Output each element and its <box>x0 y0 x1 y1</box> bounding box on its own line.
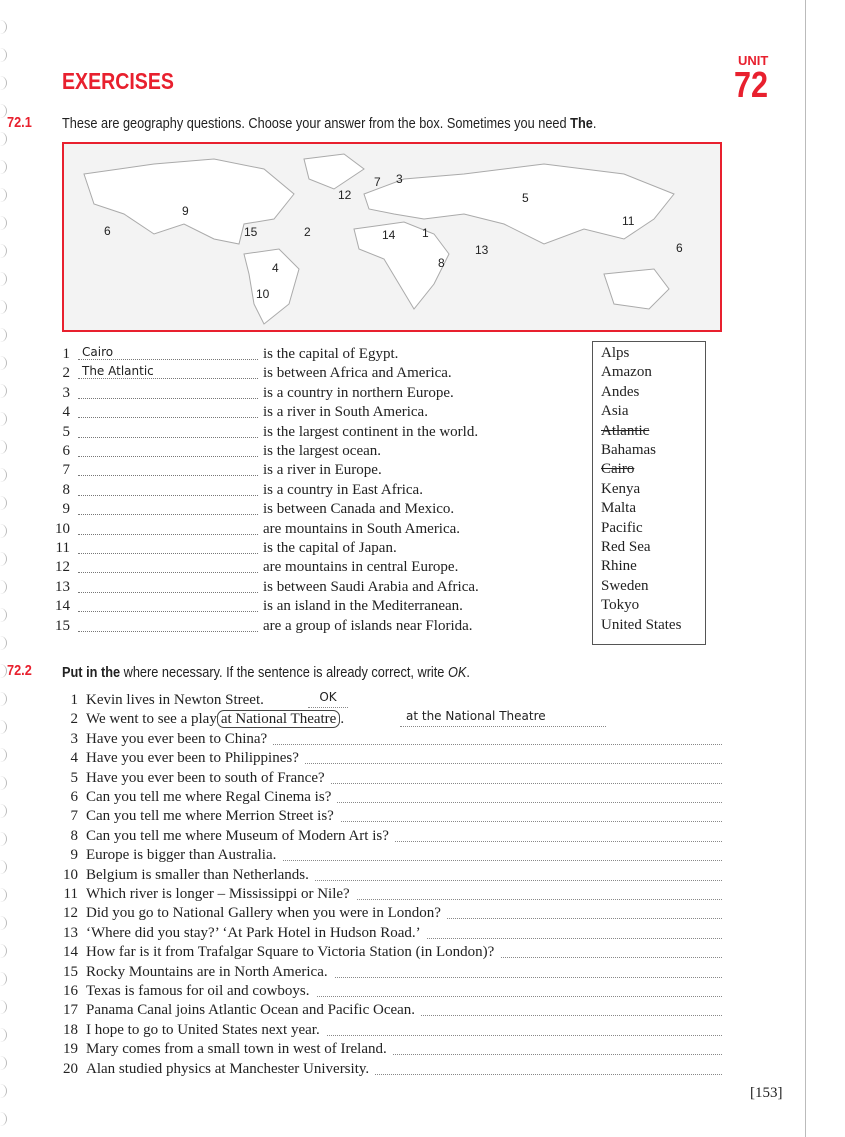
map-label: 13 <box>475 243 489 257</box>
answer-option: Andes <box>601 383 640 400</box>
answer-option: Asia <box>601 403 629 420</box>
sentence-number: 8 <box>70 827 78 844</box>
sentence-text <box>86 788 337 807</box>
sentence-row <box>60 1021 722 1040</box>
sentence-text <box>86 749 305 768</box>
answer-option: Red Sea <box>601 539 651 555</box>
spiral-ring <box>0 1112 7 1126</box>
sentence-text <box>86 1021 326 1040</box>
answer-field[interactable]: The Atlantic <box>78 364 258 379</box>
spiral-ring <box>0 300 7 314</box>
sentence-body: We went to see a play <box>86 711 217 728</box>
answer-option: Tokyo <box>601 597 640 614</box>
answer-field[interactable] <box>78 578 258 593</box>
sentence-number: 14 <box>63 944 78 961</box>
sentence-row <box>60 943 722 962</box>
sentence-row <box>60 749 722 768</box>
answer-option: Sweden <box>601 577 649 594</box>
sentence-number: 20 <box>63 1060 78 1077</box>
question-number: 1 <box>62 346 70 362</box>
answer-field[interactable] <box>78 384 258 399</box>
question-number: 13 <box>55 578 70 595</box>
sentence-number: 13 <box>63 924 78 941</box>
spiral-ring <box>0 244 7 258</box>
question-text: is the largest ocean. <box>263 443 382 459</box>
question-text: is a river in Europe. <box>263 462 382 479</box>
sentence-row <box>60 885 722 904</box>
sentence-row <box>60 710 722 729</box>
sentence-body: Kevin lives in Newton Street. <box>86 692 264 708</box>
answer-option: Cairo <box>601 461 635 478</box>
answer-option: Amazon <box>601 364 652 381</box>
answer-field[interactable] <box>78 539 258 554</box>
spiral-ring <box>0 748 7 762</box>
answer-field[interactable] <box>78 617 258 632</box>
answer-option: Kenya <box>601 480 641 497</box>
map-label: 6 <box>676 241 683 255</box>
spiral-ring <box>0 524 7 538</box>
sentence-text <box>86 827 395 846</box>
answer-field[interactable] <box>78 423 258 438</box>
map-label: 7 <box>374 175 381 189</box>
sentence-number: 18 <box>63 1021 78 1038</box>
exercise-number: 72.2 <box>7 662 32 679</box>
map-label: 2 <box>304 225 311 239</box>
sentence-text <box>86 982 316 1001</box>
spiral-ring <box>0 832 7 846</box>
spiral-ring <box>0 944 7 958</box>
instruction-text: . <box>592 115 597 132</box>
sentence-number: 11 <box>63 886 78 902</box>
sentence-row <box>60 866 722 885</box>
sentence-body: Mary comes from a small town in west of Ireland. <box>86 1041 387 1058</box>
question-number: 15 <box>55 617 70 634</box>
question-text: is a river in South America. <box>263 404 428 421</box>
answer-field[interactable] <box>78 597 258 612</box>
sentence-body: Belgium is smaller than Netherlands. <box>86 866 309 883</box>
sentence-body: Rocky Mountains are in North America. <box>86 963 328 980</box>
sentence-text <box>86 710 350 729</box>
question-text: is between Saudi Arabia and Africa. <box>263 578 479 595</box>
spiral-ring <box>0 860 7 874</box>
question-number: 11 <box>55 540 70 556</box>
sentence-row <box>60 827 722 846</box>
map-label: 3 <box>396 172 403 186</box>
sentence-row <box>60 846 722 865</box>
sentence-body: Texas is famous for oil and cowboys. <box>86 983 310 999</box>
question-text: is the capital of Japan. <box>263 540 397 556</box>
spiral-ring <box>0 76 7 90</box>
map-label: 11 <box>622 214 635 228</box>
sentence-row <box>60 691 722 710</box>
answer-field[interactable] <box>78 500 258 515</box>
sentence-number: 3 <box>70 730 78 747</box>
spiral-ring <box>0 48 7 62</box>
spiral-ring <box>0 468 7 482</box>
spiral-ring <box>0 272 7 286</box>
spiral-ring <box>0 972 7 986</box>
spiral-ring <box>0 552 7 566</box>
question-number: 2 <box>62 365 70 382</box>
sentence-number: 6 <box>70 789 78 805</box>
spiral-ring <box>0 888 7 902</box>
question-number: 4 <box>62 404 70 421</box>
sentence-row <box>60 982 722 1001</box>
sentence-body: Europe is bigger than Australia. <box>86 847 277 864</box>
sentence-text <box>86 943 500 962</box>
spiral-ring <box>0 384 7 398</box>
map-label: 4 <box>272 261 279 275</box>
answer-field[interactable] <box>78 520 258 535</box>
sentence-text <box>86 866 315 885</box>
spiral-ring <box>0 1028 7 1042</box>
spiral-ring <box>0 496 7 510</box>
sentence-number: 5 <box>70 769 78 786</box>
sentence-number: 19 <box>63 1041 78 1058</box>
sentence-row <box>60 1040 722 1059</box>
sentence-number: 1 <box>70 692 78 708</box>
answer-option: Atlantic <box>601 422 650 439</box>
answer-field[interactable]: at the National Theatre <box>400 707 606 727</box>
question-text: are a group of islands near Florida. <box>263 617 473 634</box>
question-text: is a country in northern Europe. <box>263 384 454 401</box>
sentence-text <box>86 885 356 904</box>
sentence-body: Which river is longer – Mississippi or Nile? <box>86 886 350 902</box>
sentence-number: 4 <box>70 750 78 767</box>
sentence-text <box>86 769 331 788</box>
map-label: 5 <box>522 191 529 205</box>
question-number: 5 <box>62 423 70 440</box>
sentence-text <box>86 1060 375 1079</box>
sentence-number: 17 <box>63 1002 78 1019</box>
answer-option: United States <box>601 616 682 633</box>
spiral-ring <box>0 636 7 650</box>
spiral-ring <box>0 580 7 594</box>
circled-error: at National Theatre <box>217 710 341 728</box>
answer-option: Rhine <box>601 558 637 575</box>
exercise-instruction <box>62 115 596 132</box>
sentence-row <box>60 807 722 826</box>
spiral-ring <box>0 776 7 790</box>
question-text: is a country in East Africa. <box>263 481 423 498</box>
answer-option: Malta <box>601 500 636 517</box>
question-number: 12 <box>55 559 70 576</box>
spiral-ring <box>0 1000 7 1014</box>
sentence-row <box>60 963 722 982</box>
spiral-ring <box>0 104 7 118</box>
answer-box <box>592 341 706 645</box>
spiral-ring <box>0 20 7 34</box>
answer-field[interactable] <box>78 442 258 457</box>
spiral-ring <box>0 720 7 734</box>
sentence-body: Can you tell me where Regal Cinema is? <box>86 789 332 805</box>
sentence-number: 10 <box>63 866 78 883</box>
answer-field[interactable] <box>78 403 258 418</box>
sentence-body: Have you ever been to Philippines? <box>86 750 299 767</box>
sentence-text <box>86 963 334 982</box>
sentence-body: Panama Canal joins Atlantic Ocean and Pacific Ocean. <box>86 1002 416 1019</box>
map-label: 12 <box>338 188 352 202</box>
sentence-end: . <box>340 711 345 728</box>
question-text: is the capital of Egypt. <box>263 346 399 362</box>
spiral-ring <box>0 328 7 342</box>
unit-number: 72 <box>734 64 769 105</box>
question-text: are mountains in central Europe. <box>263 559 459 576</box>
sentence-row <box>60 924 722 943</box>
sentence-number: 15 <box>63 963 78 980</box>
sentence-number: 16 <box>63 983 78 999</box>
sentence-row <box>60 1001 722 1020</box>
spiral-ring <box>0 692 7 706</box>
exercise-number: 72.1 <box>7 114 32 131</box>
sentence-text <box>86 1040 393 1059</box>
question-number: 7 <box>62 462 70 479</box>
spiral-ring <box>0 412 7 426</box>
answer-field[interactable]: OK <box>308 688 348 708</box>
spiral-ring <box>0 160 7 174</box>
sentence-text <box>86 924 427 943</box>
sentence-text <box>86 807 340 826</box>
sentence-text <box>86 904 447 923</box>
question-number: 8 <box>62 481 70 498</box>
sentence-text <box>86 846 282 865</box>
question-number: 9 <box>62 501 70 518</box>
sentence-body: Alan studied physics at Manchester University. <box>86 1060 370 1077</box>
sentence-body: Did you go to National Gallery when you were in London? <box>86 905 441 922</box>
spiral-ring <box>0 664 7 678</box>
spiral-ring <box>0 804 7 818</box>
answer-option: Alps <box>601 345 630 361</box>
spiral-ring <box>0 356 7 370</box>
sentence-row <box>60 769 722 788</box>
map-label: 15 <box>244 225 258 239</box>
sentence-number: 9 <box>70 847 78 864</box>
instruction-text: These are geography questions. Choose your answer from the box. Sometimes you need <box>62 115 571 132</box>
instruction-text: . <box>466 664 470 681</box>
answer-field[interactable] <box>78 461 258 476</box>
map-label: 1 <box>422 226 429 240</box>
question-text: is between Canada and Mexico. <box>263 501 455 518</box>
sentence-text <box>86 1001 421 1020</box>
map-label: 14 <box>382 228 396 242</box>
instruction-bold: The <box>570 115 593 132</box>
question-number: 6 <box>62 443 70 459</box>
sentence-body: Can you tell me where Merrion Street is? <box>86 808 334 825</box>
question-text: is the largest continent in the world. <box>263 423 479 440</box>
question-text: is between Africa and America. <box>263 365 452 382</box>
answer-option: Bahamas <box>601 442 656 458</box>
sentence-body: ‘Where did you stay?’ ‘At Park Hotel in Hudson Road.’ <box>86 924 421 941</box>
page-number: [153] <box>750 1085 783 1101</box>
sentence-row <box>60 904 722 923</box>
sentence-body: Can you tell me where Museum of Modern Art is? <box>86 827 389 844</box>
spiral-ring <box>0 608 7 622</box>
sentence-body: Have you ever been to China? <box>86 730 268 747</box>
page-edge <box>805 0 806 1137</box>
spiral-ring <box>0 188 7 202</box>
unit-label: UNIT <box>738 53 769 68</box>
spiral-ring <box>0 440 7 454</box>
spiral-ring <box>0 1084 7 1098</box>
spiral-ring <box>0 132 7 146</box>
spiral-ring <box>0 1056 7 1070</box>
map-label: 6 <box>104 224 111 238</box>
map-label: 9 <box>182 204 189 218</box>
world-map <box>62 142 722 332</box>
sentence-body: How far is it from Trafalgar Square to Victoria Station (in London)? <box>86 944 495 961</box>
sentence-number: 7 <box>70 808 78 825</box>
instruction-bold: Put in the <box>62 664 121 681</box>
answer-field[interactable] <box>78 481 258 496</box>
answer-option: Pacific <box>601 519 643 536</box>
page-title: EXERCISES <box>62 68 174 94</box>
sentence-number: 12 <box>63 905 78 922</box>
spiral-ring <box>0 216 7 230</box>
question-number: 14 <box>55 598 70 615</box>
map-label: 10 <box>256 287 270 301</box>
question-text: are mountains in South America. <box>263 520 461 537</box>
sentence-number: 2 <box>70 711 78 728</box>
sentence-row <box>60 730 722 749</box>
sentence-row <box>60 1060 722 1079</box>
sentence-row <box>60 788 722 807</box>
answer-field[interactable] <box>78 558 258 573</box>
instruction-italic: OK <box>447 664 467 681</box>
exercise-instruction <box>62 664 470 681</box>
sentence-body: Have you ever been to south of France? <box>86 769 325 786</box>
question-number: 3 <box>62 384 70 401</box>
sentence-text <box>86 691 270 710</box>
map-label: 8 <box>438 256 445 270</box>
spiral-ring <box>0 916 7 930</box>
instruction-text: where necessary. If the sentence is already correct, write <box>120 664 448 681</box>
sentence-body: I hope to go to United States next year. <box>86 1021 320 1038</box>
question-text: is an island in the Mediterranean. <box>263 598 463 615</box>
answer-field[interactable]: Cairo <box>78 345 258 360</box>
sentence-text <box>86 730 273 749</box>
question-number: 10 <box>55 520 70 537</box>
